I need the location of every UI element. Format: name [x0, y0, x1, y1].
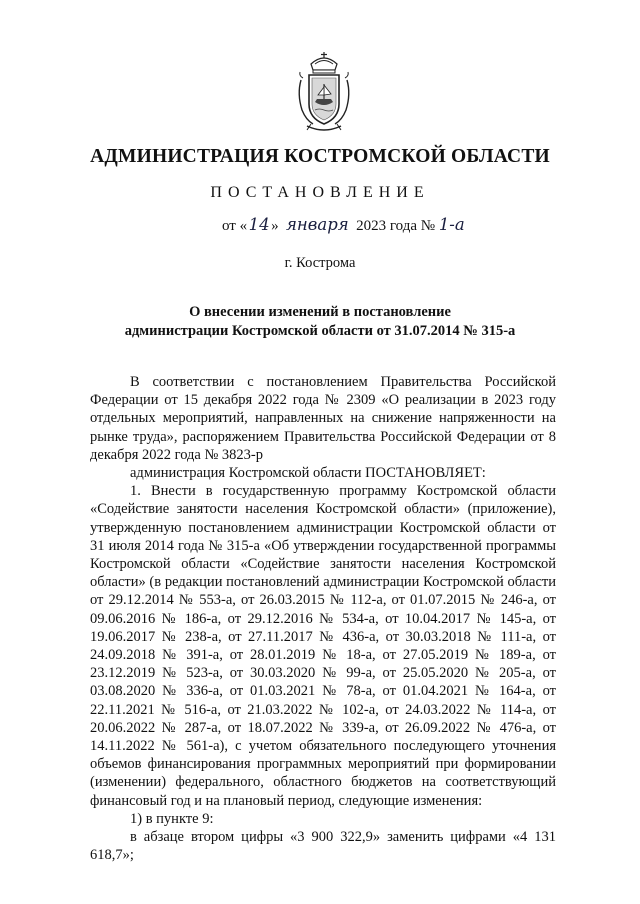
date-close-quote: » [271, 218, 279, 234]
paragraph-item-1: 1. Внести в государственную программу Костромской области «Содействие занятости населения Костромской области» (приложение), утвержденную постановлением администрации Костромской области от 31 июля 2014 года № 315-а «Об утверждении государственной программы Костромской области «Содействие занятости населения Костромской области» (в редакции постановлений администрации Костромской области от 29.12.2014 № 553-а, от 26.03.2015 № 112-а, от 01.07.2015 № 246-а, от 09.06.2016 № 186-а, от 29.12.2016 № 534-а, от 10.04.2017 № 145-а, от 19.06.2017 № 238-а, от 27.11.2017 № 436-а, от 30.03.2018 № 111-а, от 24.09.2018 № 391-а, от 28.01.2019 № 18-а, от 27.05.2019 № 189-а, от 23.12.2019 № 523-а, от 30.03.2020 № 99-а, от 25.05.2020 № 205-а, от 03.08.2020 № 336-а, от 01.03.2021 № 78-а, от 01.04.2021 № 164-а, от 22.11.2021 № 516-а, от 21.03.2022 № 102-а, от 24.03.2022 № 114-а, от 20.06.2022 № 287-а, от 18.07.2022 № 339-а, от 26.09.2022 № 476-а, от 14.11.2022 № 561-а), с учетом обязательного последующего уточнения объемов финансирования программных мероприятий при формировании (изменении) федерального, областного бюджетов на соответствующий финансовый год и на плановый период, следующие изменения: [90, 483, 556, 809]
handwritten-doc-number: 1-а [438, 215, 465, 234]
paragraph-subitem-1: 1) в пункте 9: [130, 810, 214, 827]
date-year: 2023 года № [356, 218, 436, 234]
paragraph-subitem-1-text: в абзаце втором цифры «3 900 322,9» заменить цифрами «4 131 618,7»; [90, 829, 556, 864]
date-prefix: от « [222, 218, 248, 234]
coat-of-arms-emblem [293, 50, 355, 134]
document-body [90, 373, 556, 864]
handwritten-day: 14 [248, 215, 270, 234]
document-subject [90, 303, 550, 341]
date-number-line [222, 215, 483, 235]
city: г. Кострома [284, 255, 356, 271]
paragraph-basis: В соответствии с постановлением Правительства Российской Федерации от 15 декабря 2022 года № 2309 «О реализации в 2023 году отдельных мероприятий, направленных на снижение напряженности на рынке труда», распоряжением Правительства Российской Федерации от 8 декабря 2022 года № 3823-р [90, 374, 556, 463]
document-type: ПОСТАНОВЛЕНИЕ [210, 184, 430, 201]
subject-line-1: О внесении изменений в постановление [189, 304, 451, 320]
subject-line-2: администрации Костромской области от 31.07.2014 № 315-а [124, 323, 516, 339]
paragraph-resolves: администрация Костромской области ПОСТАНОВЛЯЕТ: [130, 465, 486, 482]
handwritten-month: января [285, 215, 349, 234]
organization-title: АДМИНИСТРАЦИЯ КОСТРОМСКОЙ ОБЛАСТИ [90, 146, 550, 167]
